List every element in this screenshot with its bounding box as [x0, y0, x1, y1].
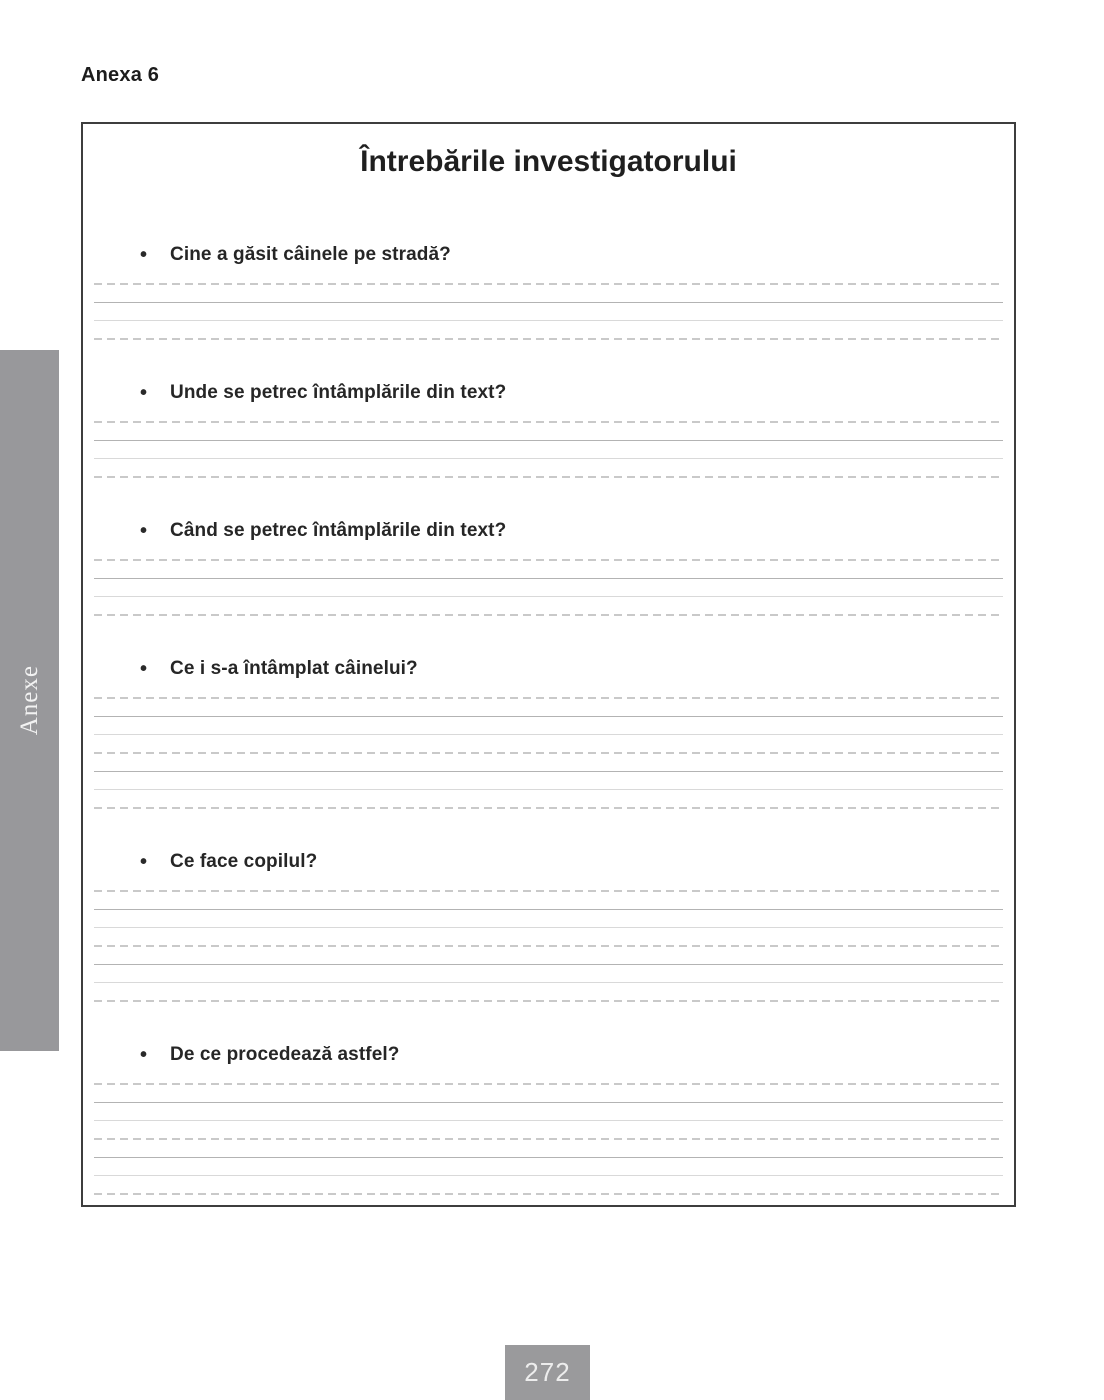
question-row — [83, 849, 1014, 875]
writing-line — [94, 716, 1003, 717]
writing-line — [94, 440, 1003, 441]
writing-line — [94, 302, 1003, 303]
writing-line — [94, 1120, 1003, 1121]
bullet-icon: • — [140, 658, 148, 680]
writing-line — [94, 789, 1003, 790]
question-text: Când se petrec întâmplările din text? — [170, 520, 507, 541]
question-block — [83, 1042, 1014, 1195]
writing-line — [94, 596, 1003, 597]
question-row — [83, 518, 1014, 544]
bullet-icon: • — [140, 244, 148, 266]
answer-lines — [94, 697, 1003, 809]
writing-line — [94, 614, 1003, 616]
writing-line — [94, 1102, 1003, 1103]
worksheet-box — [81, 122, 1016, 1207]
answer-lines — [94, 1083, 1003, 1195]
question-text: Ce face copilul? — [170, 851, 318, 872]
writing-line — [94, 964, 1003, 965]
question-block — [83, 849, 1014, 1002]
answer-lines — [94, 283, 1003, 340]
page-number-box — [505, 1345, 590, 1400]
question-text: De ce procedează astfel? — [170, 1044, 400, 1065]
writing-line — [94, 945, 1003, 947]
bullet-icon: • — [140, 1044, 148, 1066]
writing-line — [94, 1083, 1003, 1085]
writing-line — [94, 807, 1003, 809]
writing-line — [94, 1193, 1003, 1195]
question-text: Ce i s-a întâmplat câinelui? — [170, 658, 418, 679]
bullet-icon: • — [140, 382, 148, 404]
question-block — [83, 242, 1014, 340]
writing-line — [94, 476, 1003, 478]
worksheet-title: Întrebările investigatorului — [360, 145, 737, 178]
writing-line — [94, 283, 1003, 285]
writing-line — [94, 1175, 1003, 1176]
answer-lines — [94, 421, 1003, 478]
answer-lines — [94, 559, 1003, 616]
answer-lines — [94, 890, 1003, 1002]
writing-line — [94, 752, 1003, 754]
bullet-icon: • — [140, 520, 148, 542]
writing-line — [94, 1157, 1003, 1158]
writing-line — [94, 559, 1003, 561]
writing-line — [94, 338, 1003, 340]
writing-line — [94, 909, 1003, 910]
writing-line — [94, 1138, 1003, 1140]
writing-line — [94, 421, 1003, 423]
writing-line — [94, 697, 1003, 699]
writing-line — [94, 458, 1003, 459]
writing-line — [94, 890, 1003, 892]
question-block — [83, 656, 1014, 809]
writing-line — [94, 734, 1003, 735]
side-tab-label: Anexe — [15, 665, 43, 736]
writing-line — [94, 320, 1003, 321]
question-row — [83, 380, 1014, 406]
page-number: 272 — [524, 1357, 571, 1387]
annex-heading: Anexa 6 — [81, 64, 160, 86]
anexe-side-tab — [0, 350, 59, 1051]
question-text: Unde se petrec întâmplările din text? — [170, 382, 507, 403]
bullet-icon: • — [140, 851, 148, 873]
question-row — [83, 656, 1014, 682]
question-block — [83, 518, 1014, 616]
writing-line — [94, 982, 1003, 983]
question-block — [83, 380, 1014, 478]
writing-line — [94, 771, 1003, 772]
writing-line — [94, 578, 1003, 579]
writing-line — [94, 1000, 1003, 1002]
writing-line — [94, 927, 1003, 928]
question-row — [83, 1042, 1014, 1068]
question-text: Cine a găsit câinele pe stradă? — [170, 244, 451, 265]
question-row — [83, 242, 1014, 268]
